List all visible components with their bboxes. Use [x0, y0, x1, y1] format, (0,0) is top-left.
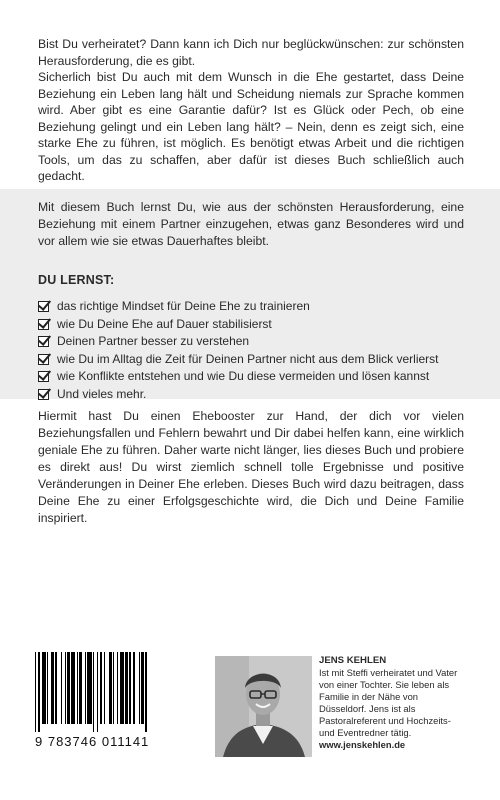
checkbox-checked-icon [38, 336, 49, 347]
checkbox-checked-icon [38, 319, 49, 330]
list-item [38, 316, 464, 334]
checkbox-checked-icon [38, 371, 49, 382]
author-name: JENS KEHLEN [319, 655, 387, 666]
author-bio-text: Ist mit Steffi verheiratet und Vater von einer Tochter. Sie leben als Familie in der Nähe von Düsseldorf. Jens ist als Pastoralreferent und Hochzeits- und Eventredner tätig. [319, 667, 458, 738]
intro-paragraph-2: Sicherlich bist Du auch mit dem Wunsch in die Ehe gestartet, dass Deine Beziehung ein Leben lang hält und Scheidung niemals zur Sprache kommen wird. Aber gibt es eine Garantie dafür? Ist es Glück oder Pech, ob eine Beziehung gelingt und ein Leben lang hält? – Nein, denn es zeigt sich, eine starke Ehe zu führen, ist möglich. Es benötigt etwas Arbeit und die richtigen Tools, um das zu schaffen, aber dafür ist dieses Buch schließlich auch gedacht. [38, 70, 464, 183]
highlight-lead: Mit diesem Buch lernst Du, wie aus der schönsten Herausforderung, eine Beziehung mit einem Partner einzugehen, etwas ganz Besonderes wird und vor allem wie sie etwas Dauerhaftes bleibt. [38, 200, 464, 248]
checkbox-checked-icon [38, 301, 49, 312]
list-item [38, 298, 464, 316]
list-item-text: Und vieles mehr. [57, 386, 147, 401]
closing-section [0, 408, 500, 527]
list-item-text: wie Du Deine Ehe auf Dauer stabilisierst [57, 316, 272, 331]
learn-list [38, 298, 464, 403]
intro-section [0, 0, 500, 185]
list-item-text: Deinen Partner besser zu verstehen [57, 334, 250, 349]
author-photo [215, 656, 312, 757]
intro-paragraph-1: Bist Du verheiratet? Dann kann ich Dich nur beglückwünschen: zur schönsten Herausforderung, die es gibt. [38, 37, 464, 68]
closing-paragraph: Hiermit hast Du einen Ehebooster zur Hand, der dich vor vielen Beziehungsfallen und Fehlern bewahrt und Dir dabei helfen kann, eine wirklich geniale Ehe zu führen. Daher warte nicht länger, lies dieses Buch und probiere es direkt aus! Du wirst ziemlich schnell tolle Ergebnisse und positive Veränderungen in Deiner Ehe erleben. Dieses Buch wird dazu beitragen, dass Deine Ehe zu einer Erfolgsgeschichte wird, die Dich und Deine Familie inspiriert. [38, 409, 464, 525]
list-item [38, 386, 464, 404]
list-item [38, 333, 464, 351]
barcode-bar [147, 652, 150, 732]
highlight-box [0, 189, 500, 399]
isbn-barcode [35, 652, 195, 748]
list-item-text: wie Konflikte entstehen und wie Du diese vermeiden und lösen kannst [57, 369, 430, 384]
list-item [38, 368, 464, 386]
learn-heading: DU LERNST: [38, 273, 115, 287]
barcode-bars [35, 652, 195, 728]
list-item [38, 351, 464, 369]
checkbox-checked-icon [38, 354, 49, 365]
list-item-text: das richtige Mindset für Deine Ehe zu trainieren [57, 299, 310, 314]
checkbox-checked-icon [38, 389, 49, 400]
author-bio [319, 655, 467, 751]
list-item-text: wie Du im Alltag die Zeit für Deinen Partner nicht aus dem Blick verlierst [57, 351, 439, 366]
barcode-digits: 9 783746 011141 [35, 734, 150, 749]
author-website: www.jenskehlen.de [319, 739, 406, 750]
